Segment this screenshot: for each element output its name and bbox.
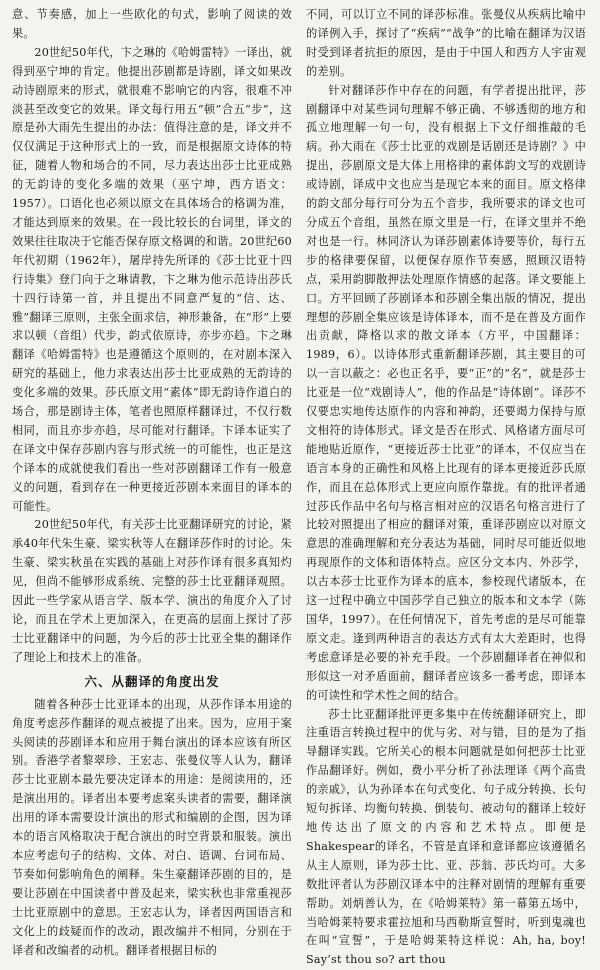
- left-column: [12, 6, 292, 957]
- right-column: [306, 6, 586, 967]
- paragraph: 不同，可以订立不同的译莎标准。张曼仪从疾病比喻中的译例入手，探讨了“疾病”“战争”的比喻在翻译为汉语时受到译者抗拒的原因，是由于中国人和西方人宇宙观的差别。: [306, 8, 586, 78]
- paragraph: 20世纪50年代，卞之琳的《哈姆雷特》一译出，就得到巫宁坤的肯定。他提出莎剧都是诗剧，译文如果改动诗剧原来的形式，就很难不影响它的内容，很难不冲淡甚至改变它的效果。译文每行用五“顿”合五“步”，这原是孙大雨先生提出的办法：值得注意的是，译文并不仅仅满足于这种形式上的一致，而是根据原文诗体的特征，随着人物和场合的不同，尽力表达出莎士比亚成熟的无韵诗的变化多端的效果（巫宁坤，西方语文：1957）。口语化也必须以原文在具体场合的格调为准，才能达到原来的效果。在一段比较长的台词里，译文的效果往往取决于它能否保存原文格调的和谐。20世纪60年代初期（1962年），屠岸持先所译的《莎士比亚十四行诗集》登门向于之琳请教，卞之琳为他示范诗出莎氏十四行诗第一首，并且提出不同意严复的“信、达、雅”翻译三原则，主张全面求信，神形兼备，在“形”上要求以顿（音组）代步，韵式依原诗，亦步亦趋。卞之琳翻译《哈姆雷特》也是遵循这个原则的，在对剧本深入研究的基础上，他力求表达出莎士比亚成熟的无韵诗的变化多端的效果。莎氏原文用“素体”即无韵诗作道白的场合，那是剧诗主体，笔者也照原样翻译过，不仅行数相同，而且亦步亦趋，尽可能对行翻译。卞译本证实了在译文中保存莎剧内容与形式统一的可能性，也正是这个译本的成就使我们看出一些对莎剧翻译工作有一般意义的问题，看到存在一种更接近莎剧本来面目的译本的可能性。: [12, 45, 292, 513]
- section-heading: 六、从翻译的角度出发: [84, 673, 220, 689]
- paragraph: 随着各种莎士比亚译本的出现，从莎作译本用途的角度考虑莎作翻译的观点被提了出来。因为，应用于案头阅读的莎剧译本和应用于舞台演出的译本应该有所区别。香港学者黎翠珍、王宏志、张曼仪等人认为，翻译莎士比亚剧本最先要决定译本的用途：是阅读用的，还是演出用的。译者出本要考虑案头读者的需要，翻译演出用的译本需要设计演出的形式和编剧的企图，因为译本的语言风格取决于配合演出的时空背景和服装。演出本应考虑句子的结构、文体、对白、语调、台词布局、节奏如何影响角色的阐释。朱生豪翻译莎剧的目的，是要让莎剧在中国读者中普及起来，梁实秋也非常重视莎士比亚原剧中的意思。王宏志认为，译者因两国语言和文化上的歧疑而作的改动，跟改编并不相同，分别在于译者和改编者的动机。翻译者根据目标的: [12, 697, 292, 957]
- paragraph: 莎士比亚翻译批评更多集中在传统翻译研究上，即注重语言转换过程中的优与劣、对与错，目的是为了指导翻译实践。它所关心的根本问题就是如何把莎士比亚作品翻译好。例如，费小平分析了孙法理译《两个高贵的亲戚》，认为孙译本在句式变化、句子成分转换、长句短句拆译、均衡句转换、倒装句、被动句的翻译上较好地传达出了原文的内容和艺术特点。即便是Shakespear的译名，不管是直译和意译都应该遵循名从主人原则，译为莎士比、亚、莎翁、莎氏均可。大多数批评者认为莎剧汉译本中的注释对剧情的理解有重要帮助。刘炳善认为，在《哈姆莱特》第一幕第五场中，当哈姆莱特要求霍拉旭和马西勒斯宣誓时，听到鬼魂也在叫“宣誓”，于是哈姆莱特这样说：Ah, ha, boy! Say’st thou so? art thou: [306, 707, 586, 967]
- paragraph: 意、节奏感，加上一些欧化的句式，影响了阅读的效果。: [12, 8, 292, 40]
- paragraph: 20世纪50年代，有关莎士比亚翻译研究的讨论，紧承40年代朱生豪、梁实秋等人在翻译莎作时的讨论。朱生豪、梁实秋虽在实践的基础上对莎作译有很多真知灼见，但尚不能够形成系统、完整的莎士比亚翻译观照。因此一些学家从语言学、版本学、演出的角度介入了讨论，而且在学术上更加深入，在更高的层面上探讨了莎士比亚翻译中的问题，为今后的莎士比亚全集的翻译作了理论上和技术上的准备。: [12, 518, 292, 664]
- paragraph: 针对翻译莎作中存在的问题，有学者提出批评，莎剧翻译中对某些词句理解不够正确、不够透彻的地方和孤立地理解一句一句，没有根据上下文仔细推敲的毛病。孙大雨在《莎士比亚的戏剧是话剧还是诗剧？》中提出，莎剧原文是大体上用格律的素体韵文写的戏剧诗或诗剧，译成中文也应当是现它本来的面目。原文格律的韵文部分每行可分为五个音步，我所要求的译文也可分成五个音组，虽然在原文里是一行，在译文里并不绝对也是一行。林同济认为译莎剧素体诗要等价，每行五步的格律要保留，以便保存原作节奏感，照顾汉语特点，采用韵脚散押法处理原作情感的起落。译文要能上口。方平回顾了莎剧译本和莎剧全集出版的情况，提出理想的莎剧全集应该是诗体译本，而不是在普及方面作出贡献，降格以求的散文译本（方平，中国翻译：1989，6）。以诗体形式重新翻译莎剧，其主要目的可以一言以蔽之：必也正名乎，要“正”的“名”，就是莎士比亚是一位“戏剧诗人”，他的作品是“诗体剧”。译莎不仅要忠实地传达原作的内容和神韵，还要竭力保持与原文相符的诗体形式。译文是否在形式、风格诸方面尽可能地贴近原作，“更接近莎士比亚”的译本，不仅应当在语言本身的正确性和风格上比现有的译本更接近莎氏原作，而且在总体形式上更应向原作靠拢。有的批评者通过莎氏作品中名句与格言相对应的汉语名句格言进行了比较对照提出了相应的翻译对策，重译莎剧应以对原文意思的准确理解和充分表达为基础，同时尽可能近似地再现原作的文体和语体特点。应区分文本内、外莎学，以古本莎士比亚作为译本的底本，参校现代诸版本，在这一过程中确立中国莎学自己独立的版本和文本学（陈国华，1997）。在任何情况下，首先考虑的是尽可能靠原文走。逢到两种语言的表达方式有太大差距时，也得考虑意译是必要的补充手段。一个莎剧翻译者在神似和形似这一对矛盾面前，翻译者应该多一番考虑，即译本的可读性和学术性之间的结合。: [306, 83, 586, 702]
